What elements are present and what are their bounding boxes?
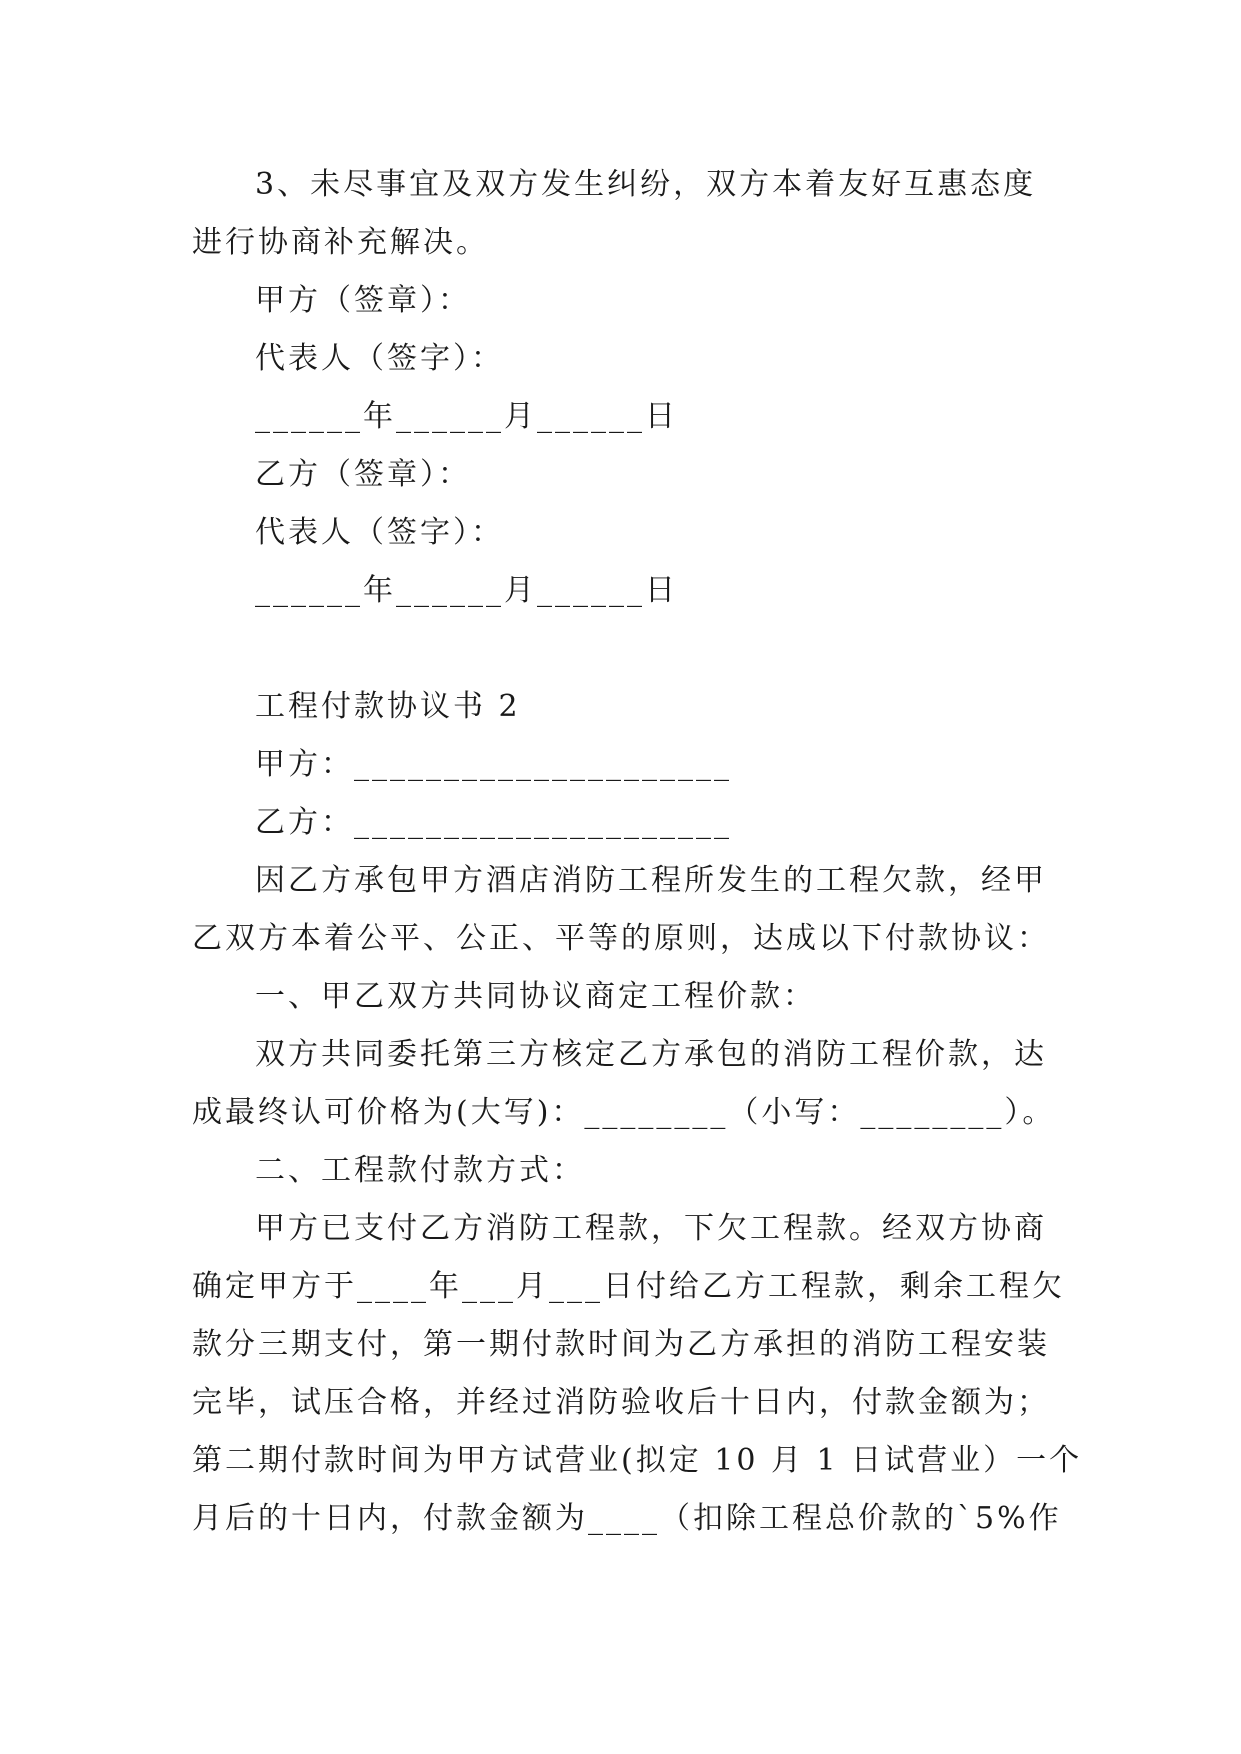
party-b-representative: 代表人（签字）： — [255, 515, 504, 550]
section-2-line-1: 甲方已支付乙方消防工程款，下欠工程款。经双方协商 — [255, 1211, 1047, 1246]
section-1-line-2: 成最终认可价格为(大写)：________（小写：________）。 — [192, 1095, 1056, 1130]
party-a-date: ______年______月______日 — [255, 399, 678, 434]
clause-3-line-1: 3、未尽事宜及双方发生纠纷，双方本着友好互惠态度 — [255, 167, 1037, 202]
section-2-line-2: 确定甲方于____年___月___日付给乙方工程款，剩余工程欠 — [192, 1269, 1065, 1304]
section-2-line-4: 完毕，试压合格，并经过消防验收后十日内，付款金额为； — [192, 1385, 1050, 1420]
party-b-signature: 乙方（签章）： — [255, 457, 471, 492]
party-a-field: 甲方：_____________________ — [255, 747, 732, 782]
intro-line-1: 因乙方承包甲方酒店消防工程所发生的工程欠款，经甲 — [255, 863, 1047, 898]
party-b-date: ______年______月______日 — [255, 573, 678, 608]
party-a-representative: 代表人（签字）： — [255, 341, 504, 376]
section-2-heading: 二、工程款付款方式： — [255, 1153, 585, 1188]
party-b-field: 乙方：_____________________ — [255, 805, 732, 840]
section-1-line-1: 双方共同委托第三方核定乙方承包的消防工程价款，达 — [255, 1037, 1047, 1072]
section-2-line-5: 第二期付款时间为甲方试营业(拟定 10 月 1 日试营业）一个 — [192, 1443, 1083, 1478]
section-2-line-6: 月后的十日内，付款金额为____（扣除工程总价款的`5%作 — [192, 1501, 1062, 1536]
clause-3-line-2: 进行协商补充解决。 — [192, 225, 489, 260]
section-1-heading: 一、甲乙双方共同协议商定工程价款： — [255, 979, 816, 1014]
party-a-signature: 甲方（签章）： — [255, 283, 471, 318]
intro-line-2: 乙双方本着公平、公正、平等的原则，达成以下付款协议： — [192, 921, 1050, 956]
section-2-line-3: 款分三期支付，第一期付款时间为乙方承担的消防工程安装 — [192, 1327, 1050, 1362]
document-title: 工程付款协议书 2 — [255, 689, 521, 724]
